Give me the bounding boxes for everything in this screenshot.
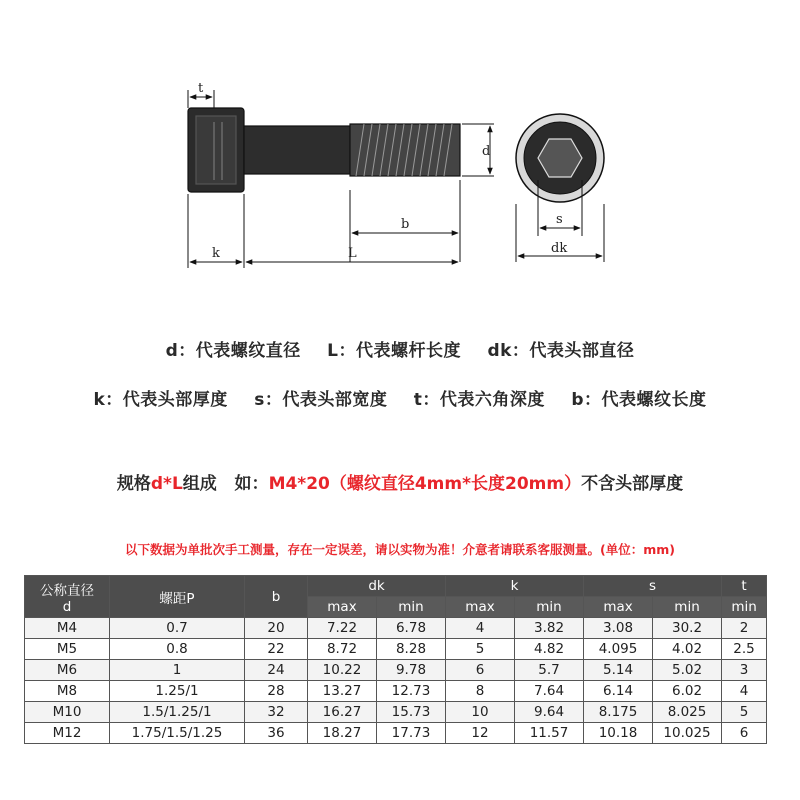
cell-b: 32 bbox=[245, 702, 308, 723]
spec-formula: d*L bbox=[150, 474, 183, 494]
cell-k-max: 12 bbox=[446, 723, 515, 744]
cell-b: 36 bbox=[245, 723, 308, 744]
cell-s-max: 3.08 bbox=[584, 618, 653, 639]
header-k: k bbox=[446, 576, 584, 597]
cell-dk-min: 9.78 bbox=[377, 660, 446, 681]
cell-t-min: 5 bbox=[722, 702, 767, 723]
bolt-diagram bbox=[0, 0, 800, 300]
cell-dk-max: 8.72 bbox=[308, 639, 377, 660]
legend-d: d：代表螺纹直径 bbox=[165, 341, 301, 361]
spec-prefix: 规格 bbox=[116, 474, 151, 494]
header-s-min: min bbox=[653, 597, 722, 618]
table-body bbox=[25, 618, 767, 744]
header-nominal bbox=[25, 576, 110, 618]
cell-b: 28 bbox=[245, 681, 308, 702]
header-s-max: max bbox=[584, 597, 653, 618]
label-d: d bbox=[482, 144, 491, 159]
cell-pitch: 1.75/1.5/1.25 bbox=[110, 723, 245, 744]
table-row bbox=[25, 702, 767, 723]
cell-k-min: 4.82 bbox=[515, 639, 584, 660]
cell-dk-max: 10.22 bbox=[308, 660, 377, 681]
cell-k-min: 7.64 bbox=[515, 681, 584, 702]
header-t-min: min bbox=[722, 597, 767, 618]
spec-mid: 组成 如： bbox=[182, 474, 269, 494]
cell-t-min: 2 bbox=[722, 618, 767, 639]
legend-t: t：代表六角深度 bbox=[413, 390, 545, 410]
spec-table bbox=[24, 575, 767, 744]
cell-s-min: 8.025 bbox=[653, 702, 722, 723]
cell-s-min: 6.02 bbox=[653, 681, 722, 702]
cell-s-min: 10.025 bbox=[653, 723, 722, 744]
table-row bbox=[25, 639, 767, 660]
cell-s-max: 5.14 bbox=[584, 660, 653, 681]
legend-dk: dk：代表头部直径 bbox=[487, 341, 635, 361]
cell-t-min: 6 bbox=[722, 723, 767, 744]
cell-k-min: 9.64 bbox=[515, 702, 584, 723]
cell-s-min: 30.2 bbox=[653, 618, 722, 639]
legend-row-2 bbox=[0, 385, 800, 410]
header-dk: dk bbox=[308, 576, 446, 597]
cell-b: 24 bbox=[245, 660, 308, 681]
cell-b: 20 bbox=[245, 618, 308, 639]
cell-k-max: 8 bbox=[446, 681, 515, 702]
table-row bbox=[25, 660, 767, 681]
cell-k-max: 4 bbox=[446, 618, 515, 639]
legend-b: b：代表螺纹长度 bbox=[571, 390, 707, 410]
table-header-row bbox=[25, 576, 767, 597]
cell-s-max: 6.14 bbox=[584, 681, 653, 702]
cell-k-max: 5 bbox=[446, 639, 515, 660]
table-row bbox=[25, 723, 767, 744]
cell-s-max: 10.18 bbox=[584, 723, 653, 744]
cell-size: M4 bbox=[25, 618, 110, 639]
cell-k-max: 6 bbox=[446, 660, 515, 681]
header-k-min: min bbox=[515, 597, 584, 618]
cell-pitch: 1 bbox=[110, 660, 245, 681]
cell-pitch: 1.25/1 bbox=[110, 681, 245, 702]
cell-dk-max: 13.27 bbox=[308, 681, 377, 702]
legend-s: s：代表头部宽度 bbox=[254, 390, 388, 410]
cell-dk-min: 12.73 bbox=[377, 681, 446, 702]
cell-dk-max: 7.22 bbox=[308, 618, 377, 639]
label-dk: dk bbox=[551, 241, 568, 256]
cell-k-max: 10 bbox=[446, 702, 515, 723]
cell-t-min: 2.5 bbox=[722, 639, 767, 660]
cell-k-min: 5.7 bbox=[515, 660, 584, 681]
header-nominal-line2: d bbox=[62, 598, 72, 615]
header-t: t bbox=[722, 576, 767, 597]
measurement-note: 以下数据为单批次手工测量，存在一定误差，请以实物为准！介意者请联系客服测量。(单位：mm) bbox=[125, 542, 675, 557]
bolt-end-view bbox=[516, 114, 604, 202]
label-k: k bbox=[212, 246, 220, 261]
spec-description bbox=[0, 469, 800, 494]
cell-b: 22 bbox=[245, 639, 308, 660]
cell-dk-min: 6.78 bbox=[377, 618, 446, 639]
cell-pitch: 1.5/1.25/1 bbox=[110, 702, 245, 723]
cell-size: M5 bbox=[25, 639, 110, 660]
cell-size: M8 bbox=[25, 681, 110, 702]
cell-size: M6 bbox=[25, 660, 110, 681]
legend-L: L：代表螺杆长度 bbox=[327, 341, 462, 361]
header-dk-max: max bbox=[308, 597, 377, 618]
cell-dk-min: 17.73 bbox=[377, 723, 446, 744]
header-nominal-line1: 公称直径 bbox=[40, 582, 94, 599]
label-s: s bbox=[556, 212, 563, 227]
header-k-max: max bbox=[446, 597, 515, 618]
cell-dk-min: 8.28 bbox=[377, 639, 446, 660]
spec-example: M4*20（螺纹直径4mm*长度20mm） bbox=[268, 474, 582, 494]
table-row bbox=[25, 681, 767, 702]
cell-s-max: 8.175 bbox=[584, 702, 653, 723]
label-L: L bbox=[348, 246, 357, 261]
header-dk-min: min bbox=[377, 597, 446, 618]
legend-k: k：代表头部厚度 bbox=[93, 390, 228, 410]
cell-k-min: 11.57 bbox=[515, 723, 584, 744]
bolt-side-view bbox=[188, 108, 460, 192]
cell-k-min: 3.82 bbox=[515, 618, 584, 639]
cell-s-min: 4.02 bbox=[653, 639, 722, 660]
cell-size: M12 bbox=[25, 723, 110, 744]
cell-size: M10 bbox=[25, 702, 110, 723]
cell-s-min: 5.02 bbox=[653, 660, 722, 681]
cell-dk-min: 15.73 bbox=[377, 702, 446, 723]
cell-dk-max: 18.27 bbox=[308, 723, 377, 744]
header-s: s bbox=[584, 576, 722, 597]
cell-pitch: 0.7 bbox=[110, 618, 245, 639]
cell-pitch: 0.8 bbox=[110, 639, 245, 660]
legend-row-1 bbox=[0, 336, 800, 361]
spec-suffix: 不含头部厚度 bbox=[581, 474, 684, 494]
cell-s-max: 4.095 bbox=[584, 639, 653, 660]
cell-t-min: 3 bbox=[722, 660, 767, 681]
table-row bbox=[25, 618, 767, 639]
header-b: b bbox=[245, 576, 308, 618]
header-pitch: 螺距P bbox=[110, 576, 245, 618]
label-t: t bbox=[198, 81, 204, 96]
label-b: b bbox=[401, 217, 410, 232]
cell-t-min: 4 bbox=[722, 681, 767, 702]
cell-dk-max: 16.27 bbox=[308, 702, 377, 723]
